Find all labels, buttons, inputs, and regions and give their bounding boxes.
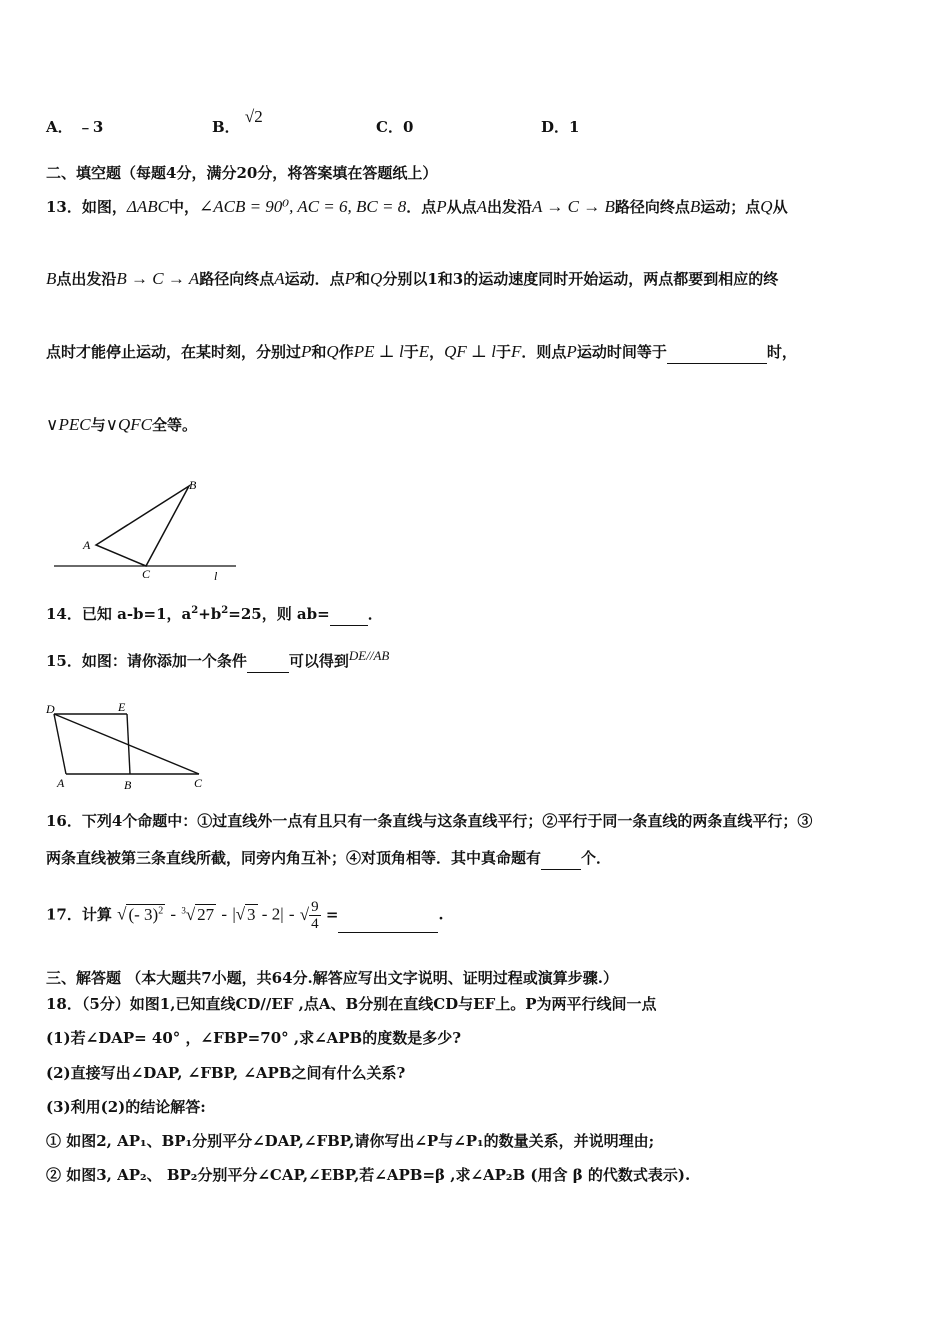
q15-parallelogram-figure: [44, 696, 214, 794]
q15-answer-blank[interactable]: [247, 654, 289, 673]
fig15-label-b: B: [124, 778, 132, 792]
q18-line-3: (2)直接写出∠DAP, ∠FBP, ∠APB之间有什么关系?: [46, 1064, 406, 1082]
q18-line-4: (3)利用(2)的结论解答:: [46, 1098, 206, 1116]
q15: 15．如图：请你添加一个条件 可以得到DE//AB: [46, 650, 389, 673]
q13-line-3: 点时才能停止运动，在某时刻，分别过P和Q作PE ⊥ l于E，QF ⊥ l于F．则点P运动时间等于 时，: [46, 341, 797, 364]
option-c: C．0: [376, 118, 414, 136]
q17: 17．计算 √ (- 3)$^2$ - $^3$√ 27 - |√ 3 - 2| - √ $\frac{9}{4}$ = .: [46, 899, 444, 933]
triangle-abc: [96, 486, 189, 566]
sqrt-fraction-term: √ $\frac{9}{4}$: [299, 899, 319, 933]
section-3-title: 三、解答题 （本大题共7小题，共64分.解答应写出文字说明、证明过程或演算步骤.）: [46, 969, 618, 987]
cube-root-term: $^3$√ 27: [181, 904, 215, 924]
q13-line-2: B点出发沿B → C → A路径向终点A运动．点P和Q分别以1和3的运动速度同时开始运动，两点都要到相应的终: [46, 269, 779, 288]
fig13-label-a: A: [83, 538, 91, 552]
abs-term: |√ 3 - 2|: [232, 904, 284, 924]
option-b: B． √2: [212, 107, 263, 136]
fig13-label-c: C: [142, 567, 151, 581]
fig15-label-e: E: [118, 700, 126, 714]
option-a: A． ﹣3: [46, 118, 104, 136]
q18-line-2: (1)若∠DAP= 40° ，∠FBP=70° ,求∠APB的度数是多少?: [46, 1029, 462, 1047]
q14-answer-blank[interactable]: [330, 607, 368, 626]
section-2-title: 二、填空题（每题4分，满分20分，将答案填在答题纸上）: [46, 164, 438, 182]
fig13-label-b: B: [189, 478, 197, 492]
fig15-label-c: C: [194, 776, 203, 790]
fig13-label-l: l: [214, 569, 218, 583]
option-d: D．1: [541, 118, 580, 136]
q18-line-5: ① 如图2, AP₁、BP₁分别平分∠DAP,∠FBP,请你写出∠P与∠P₁的数量关系，并说明理由;: [46, 1132, 655, 1150]
fig15-label-d: D: [46, 702, 55, 716]
q13-triangle-figure: [46, 474, 246, 586]
q16-answer-blank[interactable]: [541, 851, 581, 870]
sqrt-square-term: √ (- 3)$^2$: [117, 904, 164, 924]
q13-answer-blank[interactable]: [667, 345, 767, 364]
q18-line-1: 18．（5分）如图1,已知直线CD//EF ,点A、B分别在直线CD与EF上。P为两平行线间一点: [46, 995, 657, 1013]
q18-line-6: ② 如图3, AP₂、 BP₂分别平分∠CAP,∠EBP,若∠APB=β ,求∠AP₂B (用含 β 的代数式表示).: [46, 1166, 691, 1184]
fig15-label-a: A: [57, 776, 65, 790]
q16-line-2: 两条直线被第三条直线所截，同旁内角互补；④对顶角相等．其中真命题有 个．: [46, 847, 611, 870]
q16-line-1: 16．下列4个命题中：①过直线外一点有且只有一条直线与这条直线平行；②平行于同一条直线的两条直线平行；③: [46, 812, 813, 830]
q17-answer-blank[interactable]: [338, 902, 438, 933]
q13-line-4: ∨PEC与∨QFC全等。: [46, 415, 198, 434]
q14: 14．已知 a-b=1，$a^2+b^2=25$，则 ab= ．: [46, 603, 383, 626]
q13-line-1: 13．如图，ΔABC中，∠ACB = 90⁰, AC = 6, BC = 8．点P从点A出发沿A → C → B路径向终点B运动；点Q从: [46, 197, 788, 216]
